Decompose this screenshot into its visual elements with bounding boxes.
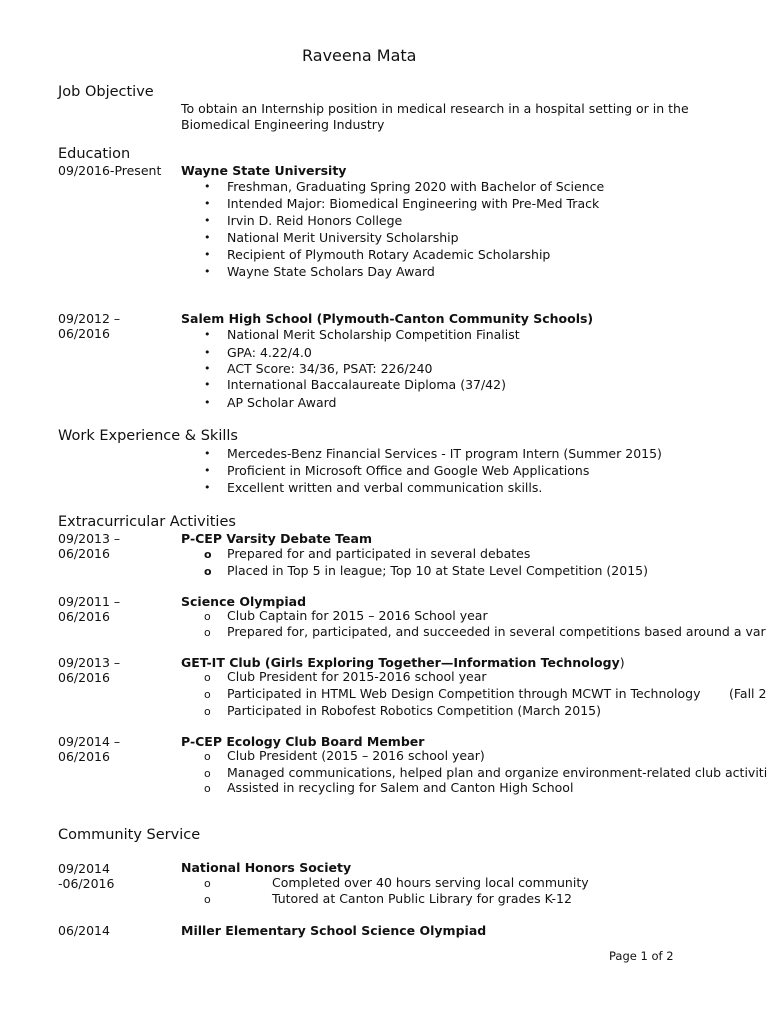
bullet-icon: • — [204, 265, 211, 278]
getit-title-line — [181, 655, 625, 670]
wsu-item: Wayne State Scholars Day Award — [227, 264, 435, 279]
salem-date-start: 09/2012 – — [58, 311, 121, 326]
wsu-item: Freshman, Graduating Spring 2020 with Bachelor of Science — [227, 179, 605, 194]
ecology-title: P-CEP Ecology Club Board Member — [181, 734, 425, 749]
objective-heading: Job Objective — [58, 84, 154, 100]
getit-date-start: 09/2013 – — [58, 655, 121, 670]
education-heading: Education — [58, 146, 131, 162]
ecology-item: Assisted in recycling for Salem and Canton High School — [227, 780, 574, 795]
bullet-icon: • — [204, 346, 211, 359]
circle-bullet-icon: o — [204, 565, 212, 578]
bullet-icon: • — [204, 396, 211, 409]
olympiad-item: Prepared for, participated, and succeeded in several competitions based around a var — [227, 624, 766, 639]
circle-bullet-icon: o — [204, 877, 211, 890]
ecology-item: Managed communications, helped plan and organize environment-related club activiti — [227, 765, 768, 780]
bullet-icon: • — [204, 447, 211, 460]
ecology-date-end: 06/2016 — [58, 749, 110, 764]
wsu-item: Intended Major: Biomedical Engineering with Pre-Med Track — [227, 196, 600, 211]
circle-bullet-icon: o — [204, 671, 211, 684]
bullet-icon: • — [204, 214, 211, 227]
objective-line-1: To obtain an Internship position in medical research in a hospital setting or in the — [181, 101, 689, 116]
debate-date-end: 06/2016 — [58, 546, 110, 561]
getit-item: Participated in HTML Web Design Competition through MCWT in Technology — [227, 686, 701, 701]
getit-item-date-tail: (Fall 2 — [729, 686, 767, 701]
circle-bullet-icon: o — [204, 688, 211, 701]
salem-title: Salem High School (Plymouth-Canton Community Schools) — [181, 311, 594, 326]
debate-title: P-CEP Varsity Debate Team — [181, 531, 372, 546]
wsu-date: 09/2016-Present — [58, 163, 162, 178]
resume-name: Raveena Mata — [302, 46, 417, 65]
extracurricular-heading: Extracurricular Activities — [58, 514, 236, 530]
work-item: Mercedes-Benz Financial Services - IT program Intern (Summer 2015) — [227, 446, 662, 461]
work-item: Proficient in Microsoft Office and Google Web Applications — [227, 463, 590, 478]
circle-bullet-icon: o — [204, 626, 211, 639]
circle-bullet-icon: o — [204, 705, 211, 718]
olympiad-item: Club Captain for 2015 – 2016 School year — [227, 608, 488, 623]
bullet-icon: • — [204, 362, 211, 375]
wsu-item: Irvin D. Reid Honors College — [227, 213, 403, 228]
ecology-date-start: 09/2014 – — [58, 734, 121, 749]
olympiad-date-end: 06/2016 — [58, 609, 110, 624]
bullet-icon: • — [204, 464, 211, 477]
olympiad-date-start: 09/2011 – — [58, 594, 121, 609]
debate-item: Prepared for and participated in several debates — [227, 546, 531, 561]
getit-title-suffix: ) — [619, 655, 625, 670]
getit-item: Participated in Robofest Robotics Competition (March 2015) — [227, 703, 601, 718]
miller-date: 06/2014 — [58, 923, 110, 938]
salem-item: AP Scholar Award — [227, 395, 337, 410]
wsu-title: Wayne State University — [181, 163, 347, 178]
circle-bullet-icon: o — [204, 548, 212, 561]
getit-title: GET-IT Club (Girls Exploring Together—Information Technology — [181, 655, 620, 670]
bullet-icon: • — [204, 481, 211, 494]
page-number: Page 1 of 2 — [609, 949, 674, 963]
nhs-date-start: 09/2014 — [58, 861, 110, 876]
miller-title: Miller Elementary School Science Olympiad — [181, 923, 487, 938]
community-heading: Community Service — [58, 827, 201, 843]
ecology-item: Club President (2015 – 2016 school year) — [227, 748, 485, 763]
bullet-icon: • — [204, 180, 211, 193]
work-item: Excellent written and verbal communication skills. — [227, 480, 543, 495]
nhs-date-end: -06/2016 — [58, 876, 115, 891]
getit-date-end: 06/2016 — [58, 670, 110, 685]
circle-bullet-icon: o — [204, 893, 211, 906]
bullet-icon: • — [204, 231, 211, 244]
salem-item: ACT Score: 34/36, PSAT: 226/240 — [227, 361, 433, 376]
bullet-icon: • — [204, 328, 211, 341]
bullet-icon: • — [204, 197, 211, 210]
wsu-item: National Merit University Scholarship — [227, 230, 459, 245]
salem-date-end: 06/2016 — [58, 326, 110, 341]
salem-item: National Merit Scholarship Competition Finalist — [227, 327, 520, 342]
objective-line-2: Biomedical Engineering Industry — [181, 117, 385, 132]
olympiad-title: Science Olympiad — [181, 594, 307, 609]
nhs-item: Tutored at Canton Public Library for grades K-12 — [272, 891, 572, 906]
nhs-item: Completed over 40 hours serving local community — [272, 875, 589, 890]
work-heading: Work Experience & Skills — [58, 428, 238, 444]
wsu-item: Recipient of Plymouth Rotary Academic Scholarship — [227, 247, 551, 262]
circle-bullet-icon: o — [204, 750, 211, 763]
getit-item: Club President for 2015-2016 school year — [227, 669, 487, 684]
salem-item: GPA: 4.22/4.0 — [227, 345, 312, 360]
circle-bullet-icon: o — [204, 610, 211, 623]
debate-date-start: 09/2013 – — [58, 531, 121, 546]
salem-item: International Baccalaureate Diploma (37/42) — [227, 377, 506, 392]
nhs-title: National Honors Society — [181, 860, 352, 875]
bullet-icon: • — [204, 378, 211, 391]
circle-bullet-icon: o — [204, 767, 211, 780]
bullet-icon: • — [204, 248, 211, 261]
circle-bullet-icon: o — [204, 782, 211, 795]
debate-item: Placed in Top 5 in league; Top 10 at State Level Competition (2015) — [227, 563, 648, 578]
